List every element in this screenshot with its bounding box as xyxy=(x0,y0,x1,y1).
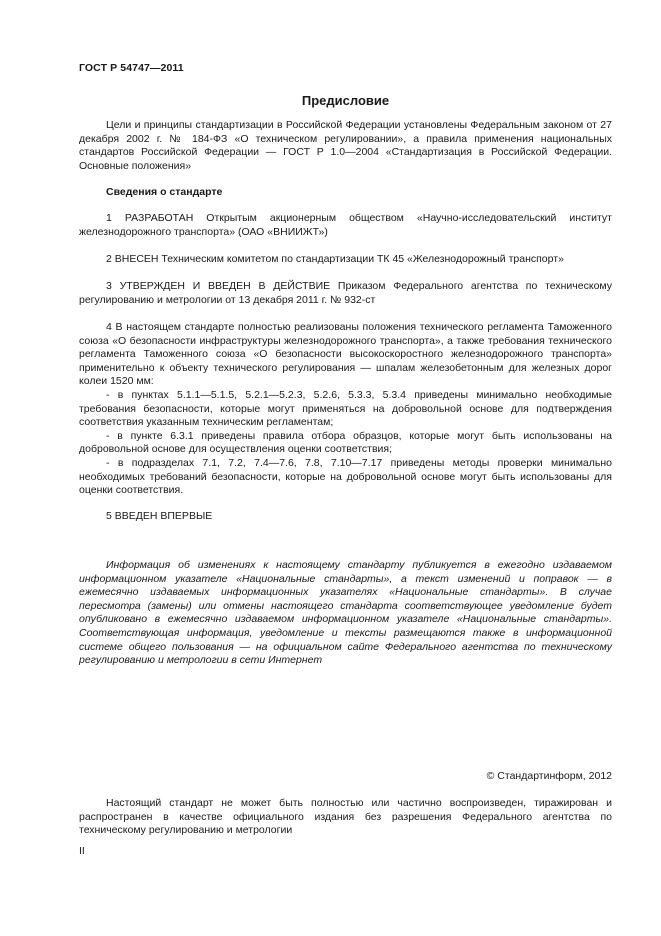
list-item: - в пунктах 5.1.1—5.1.5, 5.2.1—5.2.3, 5.2.6, 5.3.3, 5.3.4 приведены минимально необходимые требования безопасности, которые могут применяться на добровольной основе для подтверждения соответствия указанным техническим регламентам; xyxy=(79,389,612,429)
info-note: Информация об изменениях к настоящему стандарту публикуется в ежегодно издаваемом информационном указателе «Национальные стандарты», а текст изменений и поправок — в ежемесячно издаваемых информационных указателях «Национальные стандарты». В случае пересмотра (замены) или отмены настоящего стандарта соответствующее уведомление будет опубликовано в ежемесячно издаваемом информационном указателе «Национальные стандарты». Соответствующая информация, уведомление и тексты размещаются также в информационной системе общего пользования — на официальном сайте Федерального агентства по техническому регулированию и метрологии в сети Интернет xyxy=(79,559,612,667)
page-number: II xyxy=(79,845,85,857)
item-2-submitted: 2 ВНЕСЕН Техническим комитетом по стандартизации ТК 45 «Железнодорожный транспорт» xyxy=(106,253,564,265)
page-title: Предисловие xyxy=(301,93,390,108)
item-5-introduced: 5 ВВЕДЕН ВПЕРВЫЕ xyxy=(106,510,213,522)
intro-paragraph: Цели и принципы стандартизации в Российской Федерации установлены Федеральным законом от 27 декабря 2002 г. № 184-ФЗ «О техническом регулировании», а правила применения национальных стандартов Российской Федерации — ГОСТ Р 1.0—2004 «Стандартизация в Российской Федерации. Основные положения» xyxy=(79,119,612,172)
list-item: - в пункте 6.3.1 приведены правила отбора образцов, которые могут быть использованы на добровольной основе для осуществления оценки соответствия; xyxy=(79,429,612,456)
item-1-developed: 1 РАЗРАБОТАН Открытым акционерным обществом «Научно-исследовательский институт железнодорожного транспорта» (ОАО «ВНИИЖТ») xyxy=(79,212,612,238)
section-subheading: Сведения о стандарте xyxy=(106,186,223,198)
item-4-regulation: 4 В настоящем стандарте полностью реализованы положения технического регламента Таможенного союза «О безопасности инфраструктуры железнодорожного транспорта», а также требования технического регламента Таможенного союза «О безопасности высокоскоростного железнодорожного транспорта» применительно к объекту технического регулирования — шпалам железобетонным для железных дорог колеи 1520 мм: xyxy=(79,321,612,388)
item-3-approved: 3 УТВЕРЖДЕН И ВВЕДЕН В ДЕЙСТВИЕ Приказом Федерального агентства по техническому регулированию и метрологии от 13 декабря 2011 г. № 932-ст xyxy=(79,280,612,306)
reproduction-note: Настоящий стандарт не может быть полностью или частично воспроизведен, тиражирован и распространен в качестве официального издания без разрешения Федерального агентства по техническому регулированию и метрологии xyxy=(79,797,612,837)
copyright: © Стандартинформ, 2012 xyxy=(486,770,612,782)
item-4-list xyxy=(79,389,612,498)
list-item: - в подразделах 7.1, 7.2, 7.4—7.6, 7.8, 7.10—7.17 приведены методы проверки минимально необходимых требований безопасности, которые на добровольной основе могут быть использованы для оценки соответствия. xyxy=(79,456,612,497)
standard-code: ГОСТ Р 54747—2011 xyxy=(79,62,184,74)
